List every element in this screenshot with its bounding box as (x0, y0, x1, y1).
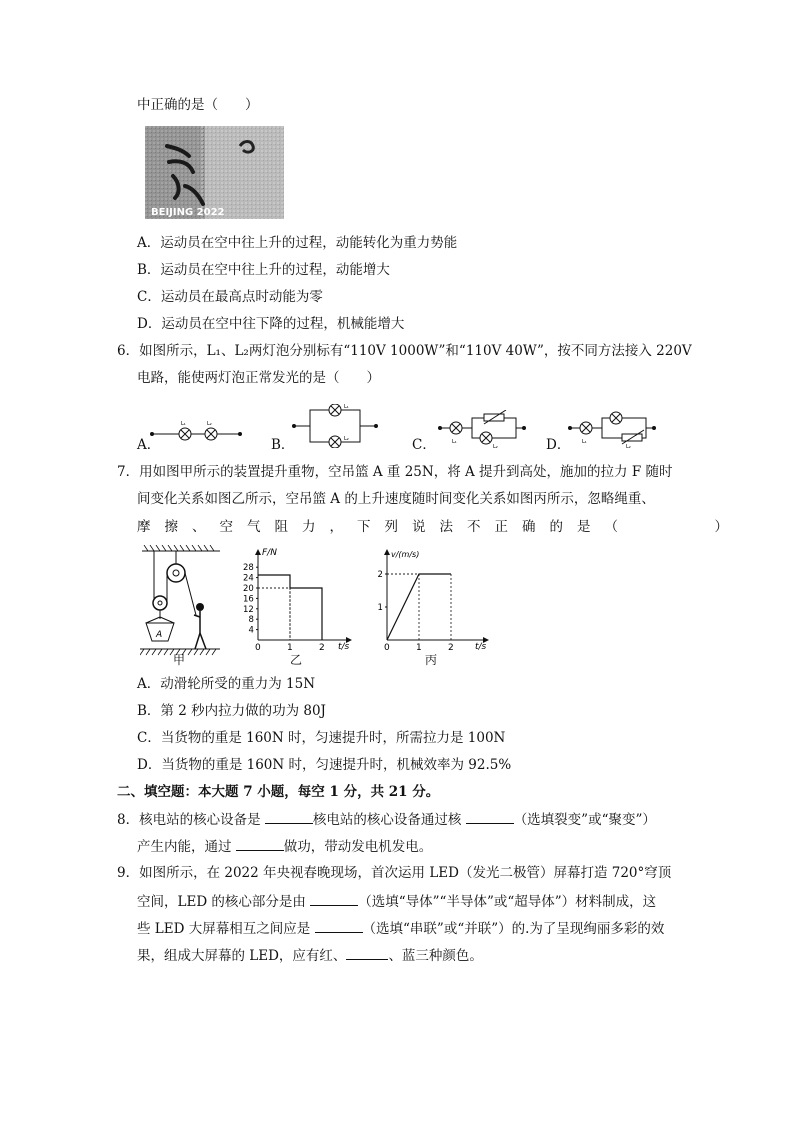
q9-text-3b: （选填“串联”或“并联”）的.为了呈现绚丽多彩的效 (362, 921, 665, 937)
circuit-c (438, 410, 526, 454)
q7-option-d: D．当货物的重是 160N 时，匀速提升时，机械效率为 92.5% (137, 757, 512, 773)
q7-line3: 摩擦、空气阻力，下列说法不正确的是（ ） (137, 519, 742, 535)
label-c-l1: L₁ (452, 439, 457, 445)
x-tick-label: 2 (448, 643, 454, 650)
y-tick-label: 8 (248, 615, 254, 626)
y-tick-label: 24 (243, 573, 254, 584)
f-axis-label: F/N (262, 548, 277, 558)
q9-blank-3[interactable] (346, 945, 388, 960)
q6-line1: 6．如图所示，L₁、L₂两灯泡分别标有“110V 1000W”和“110V 40W”，按不同方法接入 220V (117, 343, 692, 359)
q9-blank-1[interactable] (310, 891, 358, 906)
q9-line1: 9．如图所示，在 2022 年央视春晚现场，首次运用 LED（发光二极管）屏幕打造 720°穹顶 (117, 865, 672, 881)
x-tick-label: 1 (416, 643, 422, 650)
basket-label: A (156, 630, 163, 640)
q9-text-2b: （选填“导体”“半导体”或“超导体”）材料制成，这 (358, 894, 657, 910)
x-tick-label: 2 (319, 643, 325, 650)
q5-option-b: B．运动员在空中往上升的过程，动能增大 (137, 262, 390, 278)
y-tick-label: 1 (377, 603, 383, 613)
q9-text-3a: 些 LED 大屏幕相互之间应是 (137, 921, 315, 937)
label-d-l2: L₂ (626, 444, 631, 450)
q9-text-4b: 、蓝三种颜色。 (388, 948, 483, 964)
label-b-l2: L₂ (344, 436, 349, 442)
fig-label-bing: 丙 (425, 653, 438, 667)
circuit-d (568, 410, 656, 454)
x-tick-label: 0 (384, 643, 390, 650)
olympic-photo (145, 126, 284, 219)
q8-blank-1[interactable] (265, 809, 313, 824)
q8-line2 (137, 836, 432, 857)
circuit-a (150, 418, 242, 452)
y-tick-label: 2 (377, 570, 383, 580)
q7-option-c: C．当货物的重是 160N 时，匀速提升时，所需拉力是 100N (137, 730, 506, 746)
q6-line2: 电路，能使两灯泡正常发光的是（ ） (137, 370, 380, 386)
q8-text-2: 核电站的核心设备通过核 (312, 812, 466, 828)
q5-option-a: A．运动员在空中往上升的过程，动能转化为重力势能 (137, 235, 458, 251)
q7-option-a: A．动滑轮所受的重力为 15N (137, 676, 316, 692)
label-d-l1: L₁ (582, 439, 587, 445)
q6-choice-b: B． (271, 437, 295, 453)
label-l2: L₂ (207, 421, 212, 427)
q9-text-2a: 空间，LED 的核心部分是由 (137, 894, 311, 910)
x-tick-label: 1 (287, 643, 293, 650)
y-tick-label: 20 (243, 584, 254, 594)
q7-option-b: B．第 2 秒内拉力做的功为 80J (137, 703, 326, 719)
fig-label-yi: 乙 (290, 653, 303, 667)
q8-text-1: 8．核电站的核心设备是 (117, 812, 265, 828)
q8-text-3: （选填裂变”或“聚变”） (513, 812, 656, 828)
q9-line3 (137, 918, 664, 939)
q6-choice-d: D． (546, 437, 571, 453)
section2-heading: 二、填空题：本大题 7 小题，每空 1 分，共 21 分。 (117, 784, 440, 800)
chart-velocity-time (375, 545, 495, 654)
q8-blank-3[interactable] (236, 836, 284, 851)
q8-blank-2[interactable] (466, 809, 514, 824)
q5-option-c: C．运动员在最高点时动能为零 (137, 289, 323, 305)
q6-choice-a: A． (137, 437, 161, 453)
x-tick-label: 0 (255, 643, 261, 650)
label-c-l2: L₂ (493, 444, 498, 450)
q9-line2 (137, 891, 656, 912)
q9-blank-2[interactable] (315, 918, 363, 933)
y-tick-label: 4 (248, 625, 254, 636)
label-l1: L₁ (181, 421, 186, 427)
q7-line2: 间变化关系如图乙所示，空吊篮 A 的上升速度随时间变化关系如图丙所示，忽略绳重、 (137, 491, 655, 507)
q8-text-5: 做功，带动发电机发电。 (283, 839, 433, 855)
q5-stem-tail: 中正确的是（ ） (137, 97, 259, 113)
q7-line1: 7．用如图甲所示的装置提升重物，空吊篮 A 重 25N，将 A 提升到高处，施加的拉力 F 随时 (117, 464, 673, 480)
q5-option-d: D．运动员在空中往下降的过程，机械能增大 (137, 316, 405, 332)
tv-axis-label: t/s (475, 642, 487, 650)
chart-force-time (238, 545, 358, 654)
q9-line4 (137, 945, 483, 966)
q9-text-4a: 果，组成大屏幕的 LED，应有红、 (137, 948, 347, 964)
label-b-l1: L₁ (344, 404, 349, 410)
circuit-b (292, 404, 378, 452)
fig-label-jia: 甲 (173, 653, 186, 667)
photo-caption: BEIJING 2022 (151, 207, 225, 218)
q6-choice-c: C． (412, 437, 436, 453)
q7-line3-wrap (137, 517, 742, 537)
v-axis-label: v/(m/s) (391, 550, 420, 559)
y-tick-label: 28 (243, 563, 254, 574)
y-tick-label: 16 (243, 594, 254, 605)
q8-line1 (117, 809, 656, 830)
y-tick-label: 12 (243, 604, 254, 615)
q8-text-4: 产生内能，通过 (137, 839, 236, 855)
t-axis-label: t/s (338, 642, 350, 650)
